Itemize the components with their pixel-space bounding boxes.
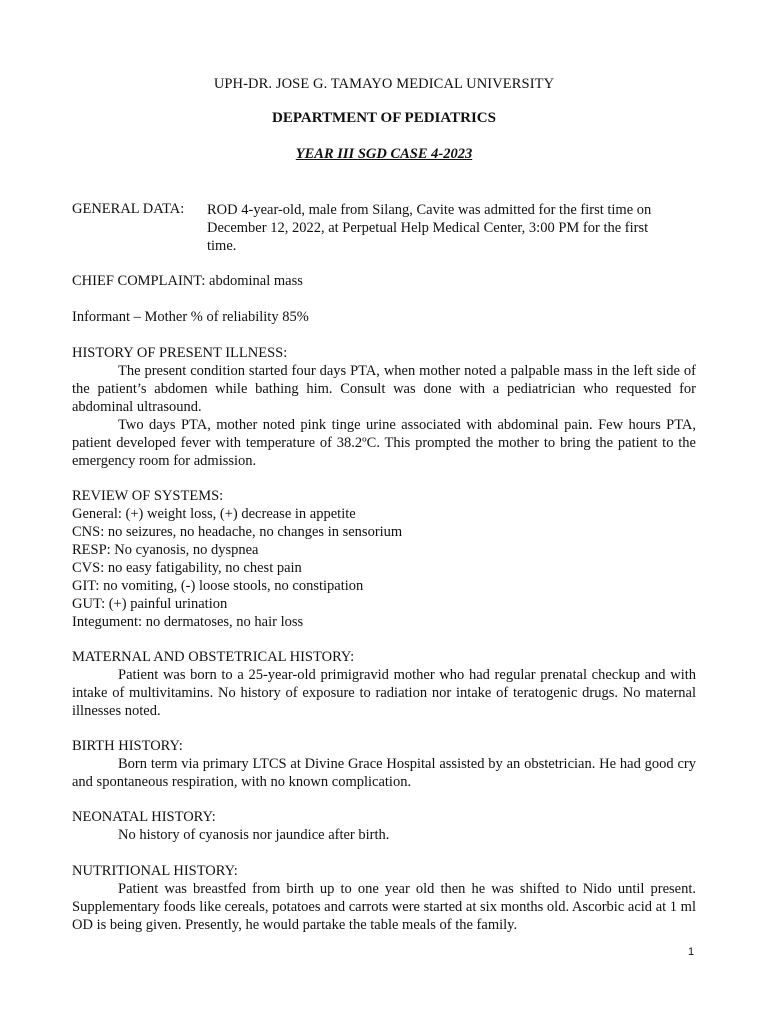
hpi-paragraph-2: Two days PTA, mother noted pink tinge urine associated with abdominal pain. Few hours PTA, patient developed fever with temperature of 38.2ºC. This prompted the mother to bring the patient to the emergency room for admission.	[72, 417, 696, 469]
nutritional-text: Patient was breastfed from birth up to one year old then he was shifted to Nido until present. Supplementary foods like cereals, potatoes and carrots were started at six months old. Ascorbic acid at 1 ml OD is being given. Presently, he would partake the table meals of the family.	[72, 881, 696, 933]
birth-section	[72, 737, 696, 791]
ros-line: GIT: no vomiting, (-) loose stools, no constipation	[72, 578, 364, 594]
general-data-label: GENERAL DATA:	[72, 201, 185, 217]
maternal-heading: MATERNAL AND OBSTETRICAL HISTORY:	[72, 649, 355, 665]
neonatal-text: No history of cyanosis nor jaundice after birth.	[118, 827, 390, 843]
ros-line: Integument: no dermatoses, no hair loss	[72, 614, 304, 630]
ros-line: General: (+) weight loss, (+) decrease in appetite	[72, 506, 356, 522]
ros-line: CVS: no easy fatigability, no chest pain	[72, 560, 302, 576]
general-data-text: ROD 4-year-old, male from Silang, Cavite was admitted for the first time on December 12, 2022, at Perpetual Help Medical Center, 3:00 PM for the first time.	[207, 202, 652, 254]
ros-line: GUT: (+) painful urination	[72, 596, 228, 612]
ros-section	[72, 487, 696, 631]
hpi-heading: HISTORY OF PRESENT ILLNESS:	[72, 345, 288, 361]
maternal-text: Patient was born to a 25-year-old primigravid mother who had regular prenatal checkup and with intake of multivitamins. No history of exposure to radiation nor intake of teratogenic drugs. No maternal illnesses noted.	[72, 667, 696, 719]
neonatal-heading: NEONATAL HISTORY:	[72, 809, 216, 825]
department-title: DEPARTMENT OF PEDIATRICS	[272, 110, 496, 126]
birth-text: Born term via primary LTCS at Divine Grace Hospital assisted by an obstetrician. He had good cry and spontaneous respiration, with no known complication.	[72, 756, 696, 790]
hpi-section	[72, 344, 696, 470]
ros-heading: REVIEW OF SYSTEMS:	[72, 488, 224, 504]
informant: Informant – Mother % of reliability 85%	[72, 309, 309, 325]
nutritional-heading: NUTRITIONAL HISTORY:	[72, 863, 238, 879]
neonatal-section	[72, 808, 696, 844]
ros-line: CNS: no seizures, no headache, no changes in sensorium	[72, 524, 403, 540]
hpi-paragraph-1: The present condition started four days PTA, when mother noted a palpable mass in the left side of the patient’s abdomen while bathing him. Consult was done with a pediatrician who requested for abdominal ultrasound.	[72, 363, 696, 415]
university-name: UPH-DR. JOSE G. TAMAYO MEDICAL UNIVERSITY	[213, 76, 555, 92]
ros-line: RESP: No cyanosis, no dyspnea	[72, 542, 259, 558]
birth-heading: BIRTH HISTORY:	[72, 738, 183, 754]
page-number: 1	[688, 946, 695, 958]
case-title: YEAR III SGD CASE 4-2023	[295, 146, 473, 162]
nutritional-section	[72, 862, 696, 934]
chief-complaint: CHIEF COMPLAINT: abdominal mass	[72, 273, 303, 289]
maternal-section	[72, 648, 696, 720]
